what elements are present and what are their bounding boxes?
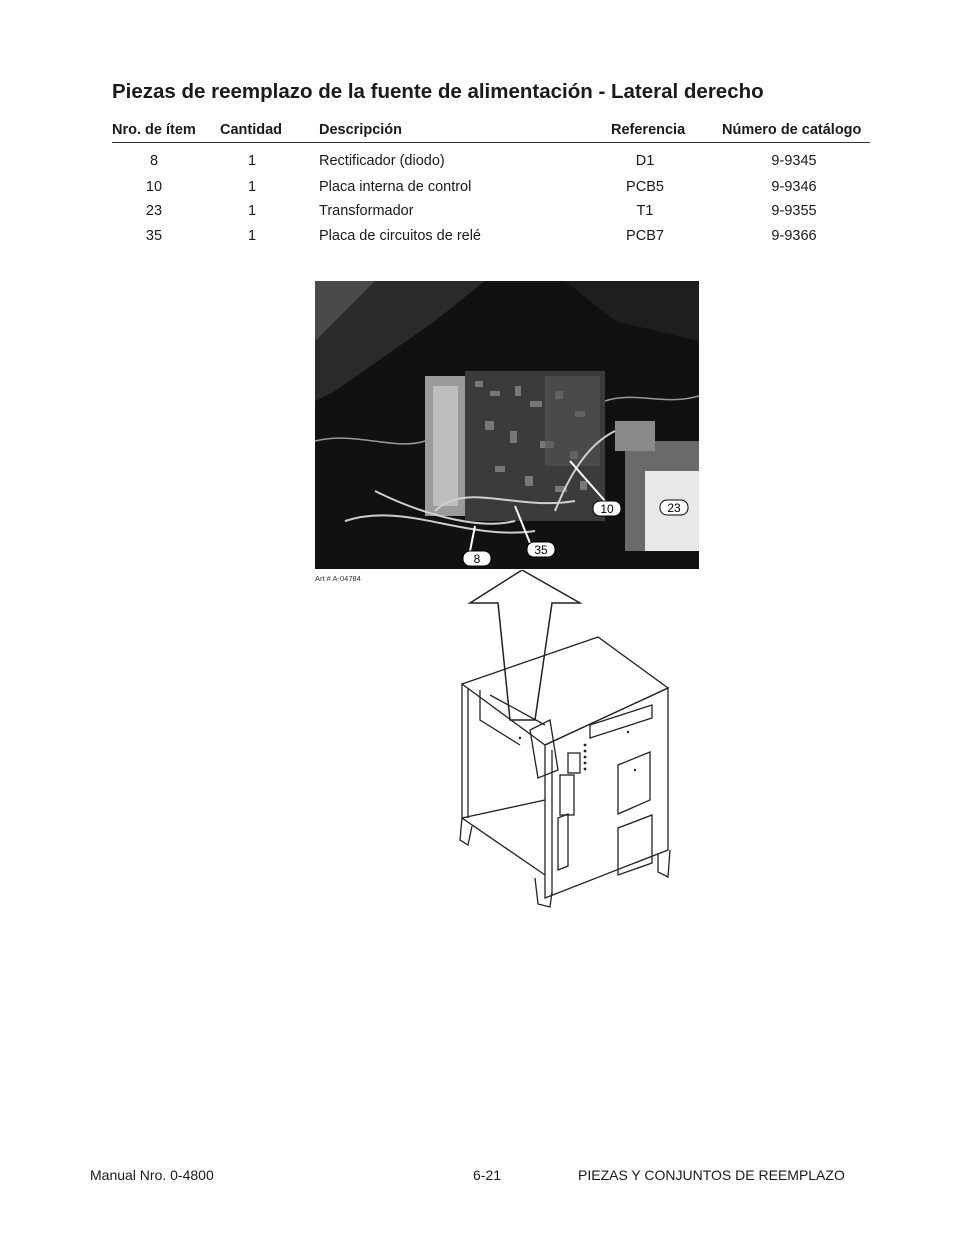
footer-section-title: PIEZAS Y CONJUNTOS DE REEMPLAZO [578, 1167, 845, 1183]
row-1-desc: Rectificador (diodo) [319, 153, 445, 169]
row-3-cat: 9-9355 [771, 203, 817, 219]
footer-page-number: 6-21 [473, 1167, 502, 1183]
header-rule [112, 142, 870, 143]
row-4-cat: 9-9366 [771, 228, 817, 244]
row-2-cat: 9-9346 [771, 179, 817, 195]
row-3-ref: T1 [636, 203, 654, 219]
row-1-cat: 9-9345 [771, 153, 817, 169]
row-1-item: 8 [149, 153, 159, 169]
row-4-qty: 1 [247, 228, 257, 244]
row-2-desc: Placa interna de control [319, 179, 472, 195]
callout-35 [527, 542, 555, 557]
pointer-arrow [470, 570, 580, 720]
header-description: Descripción [319, 122, 402, 138]
row-3-qty: 1 [247, 203, 257, 219]
footer-manual-number: Manual Nro. 0-4800 [90, 1167, 214, 1183]
art-number: Art # A-04784 [315, 574, 361, 583]
row-3-item: 23 [145, 203, 163, 219]
row-1-qty: 1 [247, 153, 257, 169]
callout-8 [463, 551, 491, 566]
row-4-desc: Placa de circuitos de relé [319, 228, 481, 244]
callout-23-label: 23 [667, 501, 681, 515]
callout-23 [660, 500, 688, 515]
row-2-ref: PCB5 [626, 179, 664, 195]
callout-10 [593, 501, 621, 516]
row-3-desc: Transformador [319, 203, 414, 219]
cabinet-drawing [440, 570, 690, 915]
row-1-ref: D1 [635, 153, 655, 169]
page-title: Piezas de reemplazo de la fuente de alimentación - Lateral derecho [112, 80, 764, 103]
header-item-number: Nro. de ítem [112, 122, 196, 138]
callout-8-label: 8 [473, 552, 481, 566]
row-4-ref: PCB7 [626, 228, 664, 244]
header-reference: Referencia [611, 122, 686, 138]
header-catalog-number: Número de catálogo [722, 122, 862, 138]
row-4-item: 35 [145, 228, 163, 244]
header-quantity: Cantidad [220, 122, 283, 138]
callout-10-label: 10 [600, 502, 614, 516]
row-2-item: 10 [145, 179, 163, 195]
photo-callouts [315, 281, 699, 569]
row-2-qty: 1 [247, 179, 257, 195]
callout-35-label: 35 [534, 543, 548, 557]
